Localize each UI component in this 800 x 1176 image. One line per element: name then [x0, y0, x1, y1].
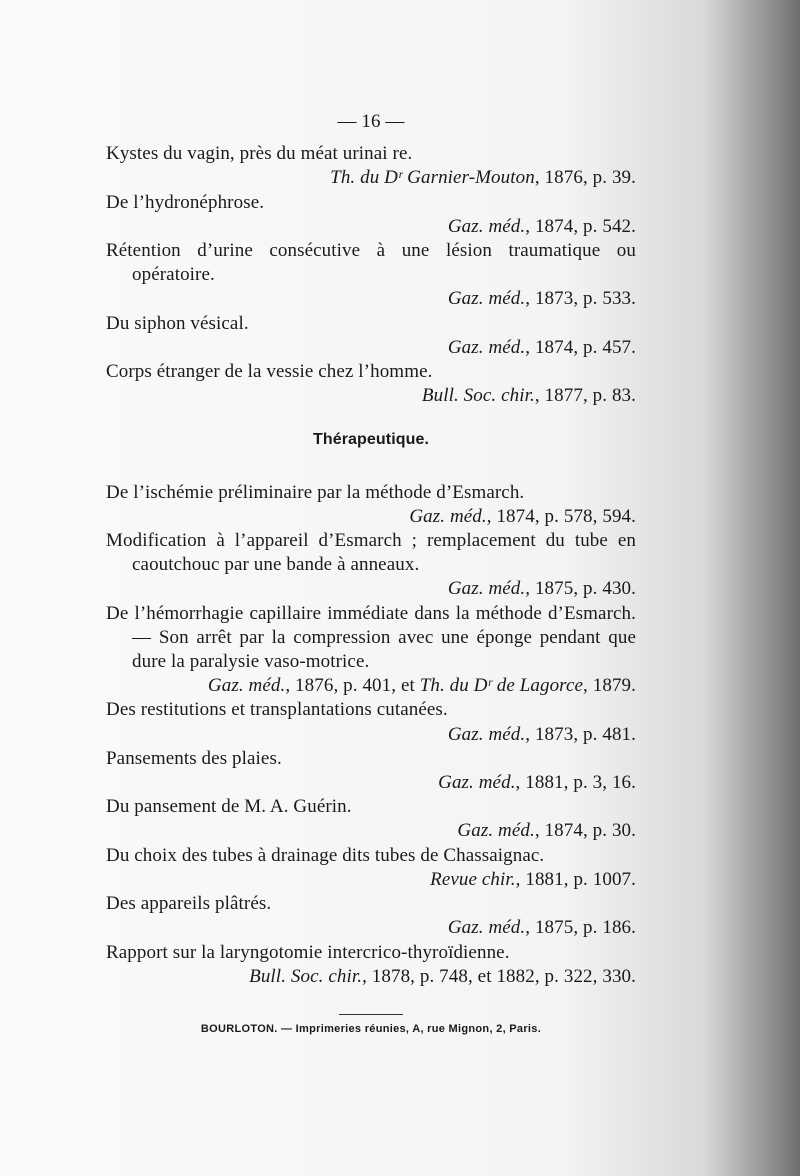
citation-source: Gaz. méd.: [207, 675, 286, 697]
citation-details: , 1874, p. 30.: [534, 820, 636, 842]
bibliography-entry: [106, 795, 636, 843]
entry-citation: [106, 674, 636, 698]
entry-title: De l’hydronéphrose.: [106, 191, 265, 213]
entry-title: Rapport sur la laryngotomie intercrico-thyroïdienne.: [106, 941, 510, 963]
citation-details: , 1876, p. 401, et: [285, 675, 420, 697]
citation-source: Gaz. méd.: [447, 336, 526, 358]
entry-title: Corps étranger de la vessie chez l’homme.: [106, 361, 433, 383]
citation-details: , 1874, p. 578, 594.: [486, 505, 636, 527]
entry-list-1: [106, 142, 636, 408]
entry-citation: [106, 577, 636, 601]
entry-citation: [106, 384, 636, 408]
entry-title: Rétention d’urine consécutive à une lésion traumatique ou opératoire.: [106, 240, 636, 286]
citation-source: Bull. Soc. chir.: [249, 965, 363, 987]
bibliography-entry: [106, 481, 636, 529]
page-content: [106, 110, 636, 989]
section-heading: Thérapeutique.: [312, 431, 430, 449]
bibliography-entry: [106, 191, 636, 239]
entry-title: Kystes du vagin, près du méat urinai re.: [106, 143, 413, 165]
citation-source: Gaz. méd.: [447, 215, 526, 237]
citation-details: , 1873, p. 533.: [525, 288, 636, 310]
bibliography-entry: [106, 602, 636, 699]
bibliography-entry: [106, 844, 636, 892]
citation-source: Gaz. méd.: [447, 917, 526, 939]
citation-details: , 1878, p. 748, et 1882, p. 322, 330.: [362, 965, 636, 987]
entry-citation: [106, 215, 636, 239]
citation-source: Gaz. méd.: [447, 578, 526, 600]
bibliography-entry: [106, 747, 636, 795]
entry-citation: [106, 723, 636, 747]
citation-source: Gaz. méd.: [438, 772, 516, 794]
entry-citation: [106, 336, 636, 360]
page-number: — 16 —: [337, 111, 405, 132]
bibliography-entry: [106, 142, 636, 190]
citation-details: , 1876, p. 39.: [534, 167, 636, 189]
entry-title: Du pansement de M. A. Guérin.: [106, 796, 352, 818]
bibliography-entry: [106, 892, 636, 940]
citation-details: , 1874, p. 457.: [525, 336, 636, 358]
entry-citation: [106, 965, 636, 989]
citation-details: , 1875, p. 186.: [525, 917, 636, 939]
bibliography-entry: [106, 239, 636, 312]
citation-details: , 1877, p. 83.: [534, 385, 636, 407]
entry-list-2: [106, 481, 636, 989]
citation-source: Gaz. méd.: [447, 288, 526, 310]
entry-title: De l’ischémie préliminaire par la méthode d’Esmarch.: [106, 481, 525, 503]
entry-title: De l’hémorrhagie capillaire immédiate dans la méthode d’Esmarch. — Son arrêt par la compression avec une éponge pendant que dure la paralysie vaso-motrice.: [106, 602, 636, 673]
entry-citation: [106, 166, 636, 190]
entry-title: Modification à l’appareil d’Esmarch ; remplacement du tube en caoutchouc par une bande à anneaux.: [106, 530, 636, 576]
bibliography-entry: [106, 312, 636, 360]
entry-citation: [106, 771, 636, 795]
entry-citation: [106, 287, 636, 311]
printer-footer: [106, 1014, 636, 1035]
citation-source: Gaz. méd.: [447, 723, 526, 745]
citation-details: , 1875, p. 430.: [525, 578, 636, 600]
bibliography-entry: [106, 360, 636, 408]
entry-title: Du siphon vésical.: [106, 312, 249, 334]
entry-title: Du choix des tubes à drainage dits tubes de Chassaignac.: [106, 844, 545, 866]
bibliography-entry: [106, 529, 636, 602]
citation-details-2: , 1879.: [583, 675, 636, 697]
citation-source: Revue chir.: [430, 868, 516, 890]
bibliography-entry: [106, 941, 636, 989]
entry-citation: [106, 916, 636, 940]
printer-imprint: BOURLOTON. — Imprimeries réunies, A, rue Mignon, 2, Paris.: [200, 1023, 542, 1035]
citation-details: , 1873, p. 481.: [525, 723, 636, 745]
citation-source: Gaz. méd.: [457, 820, 535, 842]
citation-source: Th. du Dʳ Garnier-Mouton: [330, 167, 535, 189]
entry-citation: [106, 819, 636, 843]
citation-details: , 1881, p. 1007.: [515, 868, 636, 890]
entry-title: Pansements des plaies.: [106, 747, 282, 769]
entry-title: Des restitutions et transplantations cutanées.: [106, 699, 448, 721]
entry-citation: [106, 868, 636, 892]
citation-source: Bull. Soc. chir.: [421, 385, 535, 407]
citation-source-2: Th. du Dʳ de Lagorce: [419, 675, 584, 697]
citation-source: Gaz. méd.: [409, 505, 487, 527]
citation-details: , 1881, p. 3, 16.: [515, 772, 636, 794]
footer-divider: [339, 1014, 403, 1015]
citation-details: , 1874, p. 542.: [525, 215, 636, 237]
bibliography-entry: [106, 698, 636, 746]
entry-citation: [106, 505, 636, 529]
entry-title: Des appareils plâtrés.: [106, 893, 272, 915]
